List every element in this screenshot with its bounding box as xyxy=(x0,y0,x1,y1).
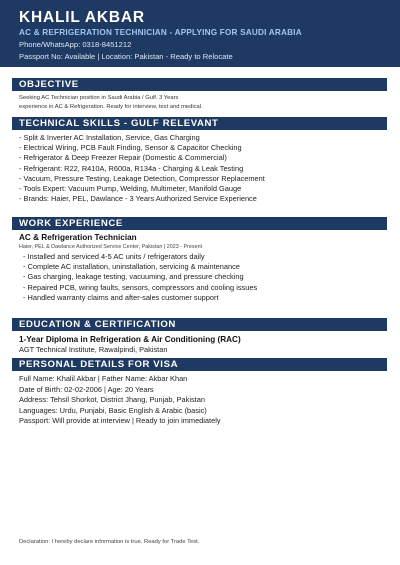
list-item: - Vacuum, Pressure Testing, Leakage Detection, Compressor Replacement xyxy=(19,174,387,184)
candidate-role: AC & REFRIGERATION TECHNICIAN - APPLYING FOR SAUDI ARABIA xyxy=(19,28,302,37)
objective-section xyxy=(12,78,387,111)
candidate-name: KHALIL AKBAR xyxy=(19,9,145,26)
passport-line: Passport No: Available | Location: Pakistan - Ready to Relocate xyxy=(19,52,233,61)
list-item: - Split & Inverter AC Installation, Service, Gas Charging xyxy=(19,133,387,143)
job-duties-list xyxy=(12,252,387,303)
objective-heading: OBJECTIVE xyxy=(12,78,387,91)
skills-list xyxy=(12,133,387,204)
list-item: - Brands: Haier, PEL, Dawlance - 3 Years Authorized Service Experience xyxy=(19,194,387,204)
declaration-text: Declaration: I hereby declare information is true. Ready for Trade Test. xyxy=(19,539,200,545)
diploma-title: 1-Year Diploma in Refrigeration & Air Conditioning (RAC) xyxy=(19,335,241,344)
resume-header xyxy=(0,0,400,67)
list-item: - Installed and serviced 4-5 AC units / refrigerators daily xyxy=(23,252,387,262)
job-employer: Haier, PEL & Dawlance Authorized Service Center, Pakistan | 2023 - Present xyxy=(19,244,203,250)
personal-line: Address: Tehsil Shorkot, District Jhang, Punjab, Pakistan xyxy=(19,395,205,404)
list-item: - Electrical Wiring, PCB Fault Finding, Sensor & Capacitor Checking xyxy=(19,143,387,153)
list-item: - Tools Expert: Vacuum Pump, Welding, Multimeter, Manifold Gauge xyxy=(19,184,387,194)
personal-details xyxy=(12,374,387,427)
skills-heading: TECHNICAL SKILLS - GULF RELEVANT xyxy=(12,117,387,130)
personal-heading: PERSONAL DETAILS FOR VISA xyxy=(12,358,387,371)
job-title: AC & Refrigeration Technician xyxy=(19,233,137,242)
skills-section xyxy=(12,117,387,204)
personal-line: Full Name: Khalil Akbar | Father Name: Akbar Khan xyxy=(19,374,188,383)
phone-line: Phone/WhatsApp: 0318-8451212 xyxy=(19,40,132,49)
objective-text xyxy=(12,91,387,111)
objective-line-2: experience in AC & Refrigeration. Ready for interview, test and medical. xyxy=(19,103,203,110)
personal-section xyxy=(12,358,387,427)
personal-line: Languages: Urdu, Punjabi, Basic English & Arabic (basic) xyxy=(19,405,207,415)
personal-line: Date of Birth: 02-02-2006 | Age: 20 Years xyxy=(19,384,154,394)
list-item: - Refrigerator & Deep Freezer Repair (Domestic & Commercial) xyxy=(19,153,387,163)
experience-section xyxy=(12,217,387,303)
education-section xyxy=(12,318,387,354)
list-item: - Gas charging, leakage testing, vacuuming, and pressure checking xyxy=(23,272,387,282)
list-item: - Handled warranty claims and after-sales customer support xyxy=(23,293,387,303)
objective-line-1: Seeking AC Technician position in Saudi Arabia / Gulf. 3 Years xyxy=(19,95,179,101)
experience-heading: WORK EXPERIENCE xyxy=(12,217,387,230)
list-item: - Refrigerant: R22, R410A, R600a, R134a - Charging & Leak Testing xyxy=(19,164,387,174)
list-item: - Complete AC installation, uninstallation, servicing & maintenance xyxy=(23,262,387,272)
education-heading: EDUCATION & CERTIFICATION xyxy=(12,318,387,331)
list-item: - Repaired PCB, wiring faults, sensors, compressors and cooling issues xyxy=(23,283,387,293)
institute-name: AGT Technical Institute, Rawalpindi, Pakistan xyxy=(19,345,168,354)
personal-line: Passport: Will provide at interview | Ready to join immediately xyxy=(19,416,221,425)
